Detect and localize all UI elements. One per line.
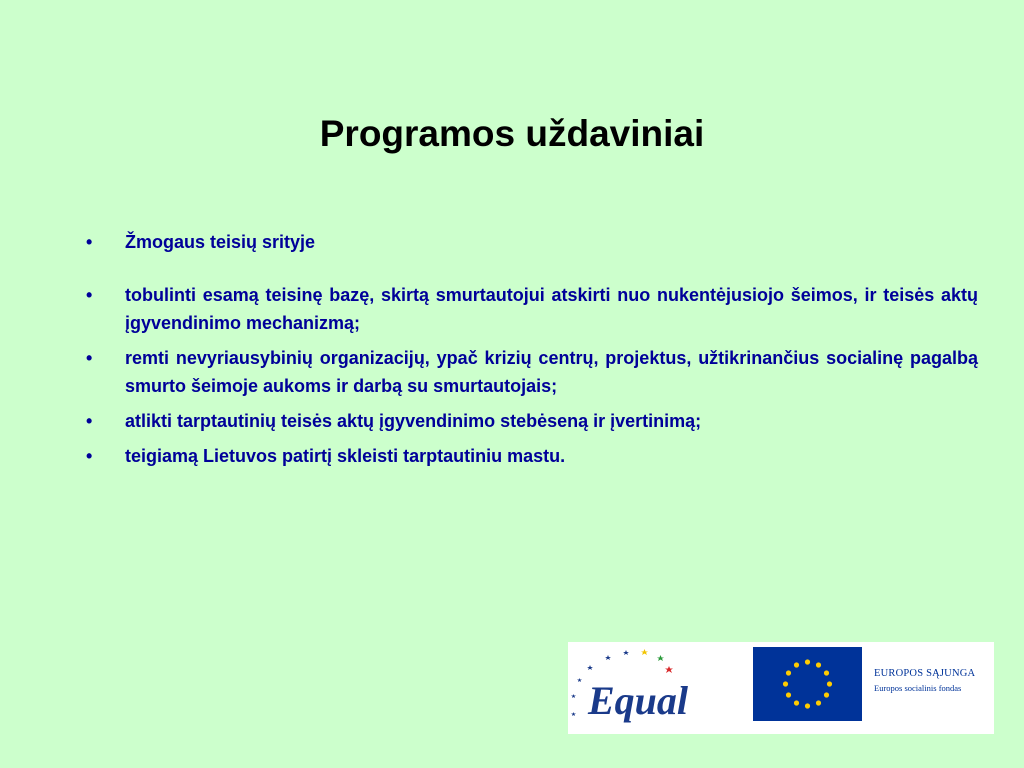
bullet-dot-icon: •: [86, 285, 93, 305]
eu-fund: Europos socialinis fondas: [874, 683, 962, 693]
bullet-text: remti nevyriausybinių organizacijų, ypač krizių centrų, projektus, užtikrinančius socialinę pagalbą smurto šeimoje aukoms ir darbą su smurtautojais;: [125, 348, 978, 396]
bullet-text: tobulinti esamą teisinę bazę, skirtą smurtautojui atskirti nuo nukentėjusiojo šeimos, ir teisės aktų įgyvendinimo mechanizmą;: [125, 285, 978, 333]
equal-logo: [568, 642, 718, 734]
logo-banner: [568, 642, 994, 734]
slide-title: Programos uždaviniai: [319, 113, 705, 154]
bullet-item: [86, 407, 978, 435]
bullet-list: [86, 228, 978, 477]
bullet-text: Žmogaus teisių srityje: [125, 232, 316, 252]
bullet-item: [86, 281, 978, 337]
eu-flag-icon: [753, 647, 862, 721]
bullet-text: atlikti tarptautinių teisės aktų įgyvendinimo stebėseną ir įvertinimą;: [125, 411, 702, 431]
bullet-item: [86, 228, 978, 256]
bullet-dot-icon: •: [86, 446, 93, 466]
bullet-dot-icon: •: [86, 348, 93, 368]
bullet-dot-icon: •: [86, 411, 93, 431]
bullet-item: [86, 344, 978, 400]
eu-name: EUROPOS SĄJUNGA: [874, 668, 976, 679]
bullet-item: [86, 442, 978, 470]
bullet-text: teigiamą Lietuvos patirtį skleisti tarptautiniu mastu.: [125, 446, 566, 466]
bullet-dot-icon: •: [86, 232, 93, 252]
equal-logo-text: Equal: [588, 678, 689, 723]
eu-label: [874, 668, 992, 693]
